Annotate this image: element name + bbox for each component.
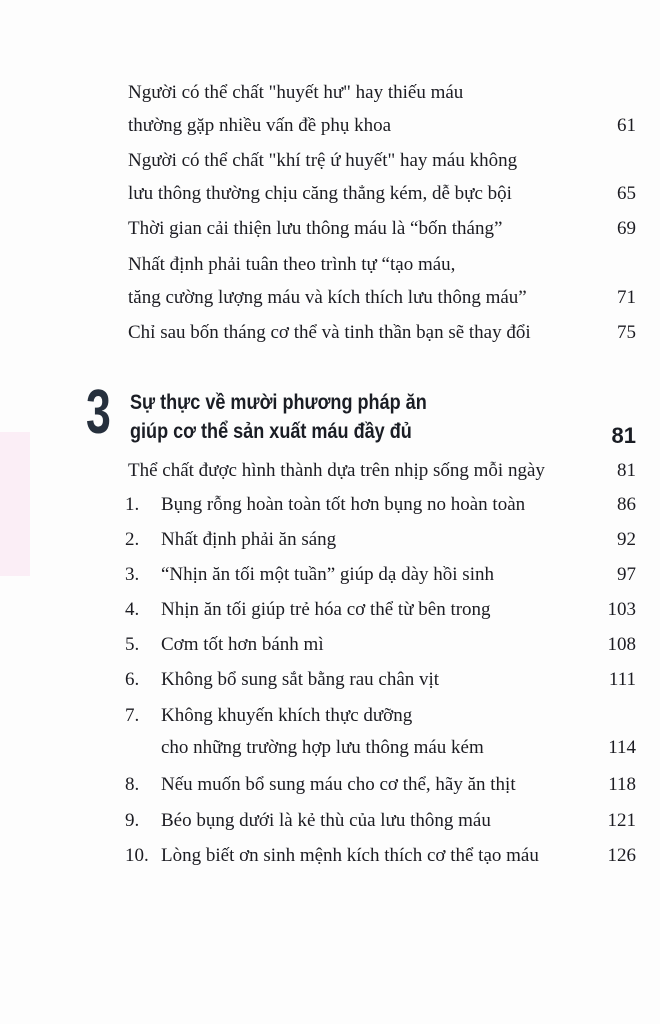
entry-index: 2. xyxy=(125,529,140,550)
toc-entry-text: Nếu muốn bổ sung máu cho cơ thể, hãy ăn thịt xyxy=(161,774,516,795)
toc-entry[interactable] xyxy=(128,76,636,142)
toc-entry-text: “Nhịn ăn tối một tuần” giúp dạ dày hồi sinh xyxy=(161,564,494,585)
entry-index: 10. xyxy=(125,845,149,866)
toc-numbered-entry[interactable] xyxy=(125,522,636,558)
toc-numbered-entry[interactable] xyxy=(125,803,636,839)
toc-numbered-entry[interactable] xyxy=(125,838,636,874)
toc-page-number: 71 xyxy=(617,287,636,308)
toc-entry-text: Không bổ sung sắt bằng rau chân vịt xyxy=(161,669,440,690)
toc-entry[interactable] xyxy=(128,212,636,245)
toc-entry-text: Béo bụng dưới là kẻ thù của lưu thông máu xyxy=(161,810,491,831)
toc-entry[interactable] xyxy=(128,144,636,210)
page-edge-tab xyxy=(0,432,30,576)
toc-entry-text: cho những trường hợp lưu thông máu kém xyxy=(161,737,484,758)
toc-page-number: 86 xyxy=(617,494,636,515)
toc-entry[interactable] xyxy=(128,454,636,487)
chapter-title xyxy=(130,388,475,446)
toc-entry-text: tăng cường lượng máu và kích thích lưu thông máu” xyxy=(128,287,527,308)
entry-index: 7. xyxy=(125,705,140,726)
chapter-heading[interactable] xyxy=(86,378,636,450)
toc-entry-text: Cơm tốt hơn bánh mì xyxy=(161,634,324,655)
toc-numbered-entry[interactable] xyxy=(125,662,636,698)
entry-index: 8. xyxy=(125,774,140,795)
toc-page-number: 69 xyxy=(617,218,636,239)
toc-page-number: 103 xyxy=(607,599,636,620)
toc-page-number: 75 xyxy=(617,322,636,343)
toc-entry-text: Thể chất được hình thành dựa trên nhịp sống mỗi ngày xyxy=(128,460,545,481)
toc-numbered-entry[interactable] xyxy=(125,487,636,523)
toc-numbered-entry[interactable] xyxy=(125,627,636,663)
toc-page-number: 121 xyxy=(607,810,636,831)
toc-page-number: 92 xyxy=(617,529,636,550)
chapter-number: 3 xyxy=(86,378,111,447)
toc-numbered-entry[interactable] xyxy=(125,767,636,803)
toc-entry-text: Người có thể chất "huyết hư" hay thiếu máu xyxy=(128,82,464,103)
toc-entry-text: lưu thông thường chịu căng thẳng kém, dễ bực bội xyxy=(128,183,512,204)
toc-entry-text: Nhất định phải ăn sáng xyxy=(161,529,337,550)
toc-page-number: 65 xyxy=(617,183,636,204)
toc-numbered-entry[interactable] xyxy=(125,557,636,593)
chapter-title-line: giúp cơ thể sản xuất máu đầy đủ xyxy=(130,420,412,443)
toc-page-number: 114 xyxy=(608,737,636,758)
chapter-page-number: 81 xyxy=(611,423,636,448)
toc-page-number: 81 xyxy=(617,460,636,481)
toc-page-number: 111 xyxy=(608,669,636,690)
toc-entry-text: Thời gian cải thiện lưu thông máu là “bốn tháng” xyxy=(128,218,503,239)
toc-entry[interactable] xyxy=(128,248,636,314)
toc-entry-text: Nhịn ăn tối giúp trẻ hóa cơ thể từ bên trong xyxy=(161,599,491,620)
toc-entry-text: Lòng biết ơn sinh mệnh kích thích cơ thể tạo máu xyxy=(161,845,539,866)
toc-numbered-entry[interactable] xyxy=(125,700,636,764)
entry-index: 9. xyxy=(125,810,140,831)
toc-page-number: 126 xyxy=(607,845,636,866)
toc-page-number: 108 xyxy=(607,634,636,655)
toc-entry-text: Bụng rỗng hoàn toàn tốt hơn bụng no hoàn toàn xyxy=(161,494,526,515)
toc-entry-text: Nhất định phải tuân theo trình tự “tạo máu, xyxy=(128,254,456,275)
toc-entry[interactable] xyxy=(128,316,636,349)
toc-entry-text: Chỉ sau bốn tháng cơ thể và tinh thần bạn sẽ thay đổi xyxy=(128,322,531,343)
toc-entry-text: Không khuyến khích thực dưỡng xyxy=(161,705,413,726)
toc-entry-text: thường gặp nhiều vấn đề phụ khoa xyxy=(128,115,392,136)
toc-numbered-entry[interactable] xyxy=(125,592,636,628)
entry-index: 3. xyxy=(125,564,140,585)
chapter-title-line: Sự thực về mười phương pháp ăn xyxy=(130,391,427,414)
toc-page-number: 97 xyxy=(617,564,636,585)
toc-entry-text: Người có thể chất "khí trệ ứ huyết" hay máu không xyxy=(128,150,518,171)
entry-index: 1. xyxy=(125,494,140,515)
entry-index: 6. xyxy=(125,669,140,690)
entry-index: 5. xyxy=(125,634,140,655)
entry-index: 4. xyxy=(125,599,140,620)
toc-page-number: 61 xyxy=(617,115,636,136)
toc-page-number: 118 xyxy=(608,774,636,795)
